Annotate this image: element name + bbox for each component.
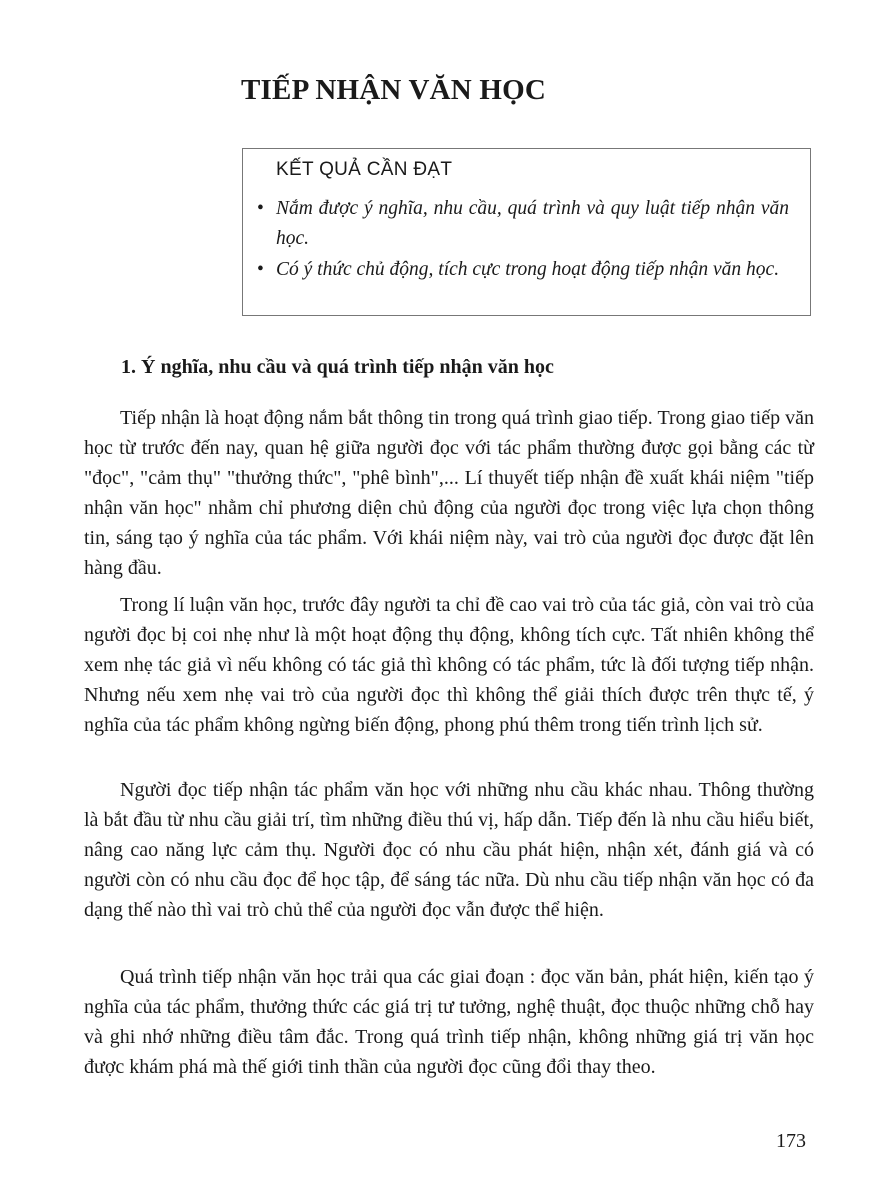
body-paragraph: Quá trình tiếp nhận văn học trải qua các giai đoạn : đọc văn bản, phát hiện, kiến tạo ý nghĩa của tác phẩm, thưởng thức các giá trị tư tưởng, nghệ thuật, đọc thuộc những chỗ hay và ghi nhớ những điều tâm đắc. Trong quá trình tiếp nhận, không những giá trị văn học được khám phá mà thế giới tinh thần của người đọc cũng đổi thay theo. bbox=[84, 966, 814, 1078]
bullet-icon: • bbox=[257, 198, 264, 219]
learning-goals-box bbox=[242, 148, 811, 316]
page-title: TIẾP NHẬN VĂN HỌC bbox=[241, 74, 546, 106]
section-heading: 1. Ý nghĩa, nhu cầu và quá trình tiếp nhận văn học bbox=[121, 356, 554, 378]
learning-goal-item bbox=[257, 255, 789, 285]
body-paragraph: Trong lí luận văn học, trước đây người ta chỉ đề cao vai trò của tác giả, còn vai trò của người đọc bị coi nhẹ như là một hoạt động thụ động, không tích cực. Tất nhiên không thể xem nhẹ tác giả vì nếu không có tác giả thì không có tác phẩm, tức là đối tượng tiếp nhận. Nhưng nếu xem nhẹ vai trò của người đọc thì không thể giải thích được trên thực tế, ý nghĩa của tác phẩm không ngừng biến động, phong phú thêm trong tiến trình lịch sử. bbox=[84, 594, 814, 736]
page-number: 173 bbox=[776, 1130, 806, 1152]
learning-goal-text: Có ý thức chủ động, tích cực trong hoạt động tiếp nhận văn học. bbox=[276, 259, 780, 280]
learning-goal-text: Nắm được ý nghĩa, nhu cầu, quá trình và quy luật tiếp nhận văn học. bbox=[276, 198, 789, 249]
learning-goals-heading: KẾT QUẢ CẦN ĐẠT bbox=[276, 159, 453, 180]
body-paragraph: Người đọc tiếp nhận tác phẩm văn học với những nhu cầu khác nhau. Thông thường là bắt đầu từ nhu cầu giải trí, tìm những điều thú vị, hấp dẫn. Tiếp đến là nhu cầu hiểu biết, nâng cao năng lực cảm thụ. Người đọc có nhu cầu phát hiện, nhận xét, đánh giá và có người còn có nhu cầu đọc để học tập, để sáng tác nữa. Dù nhu cầu tiếp nhận văn học có đa dạng thế nào thì vai trò chủ thể của người đọc vẫn được thể hiện. bbox=[84, 779, 814, 921]
body-paragraph: Tiếp nhận là hoạt động nắm bắt thông tin trong quá trình giao tiếp. Trong giao tiếp văn học từ trước đến nay, quan hệ giữa người đọc với tác phẩm thường được gọi bằng các từ "đọc", "cảm thụ" "thưởng thức", "phê bình",... Lí thuyết tiếp nhận đề xuất khái niệm "tiếp nhận văn học" nhằm chỉ phương diện chủ động của người đọc trong việc lựa chọn thông tin, sáng tạo ý nghĩa của tác phẩm. Với khái niệm này, vai trò của người đọc được đặt lên hàng đầu. bbox=[84, 407, 814, 579]
learning-goal-item bbox=[257, 194, 789, 254]
bullet-icon: • bbox=[257, 259, 264, 280]
